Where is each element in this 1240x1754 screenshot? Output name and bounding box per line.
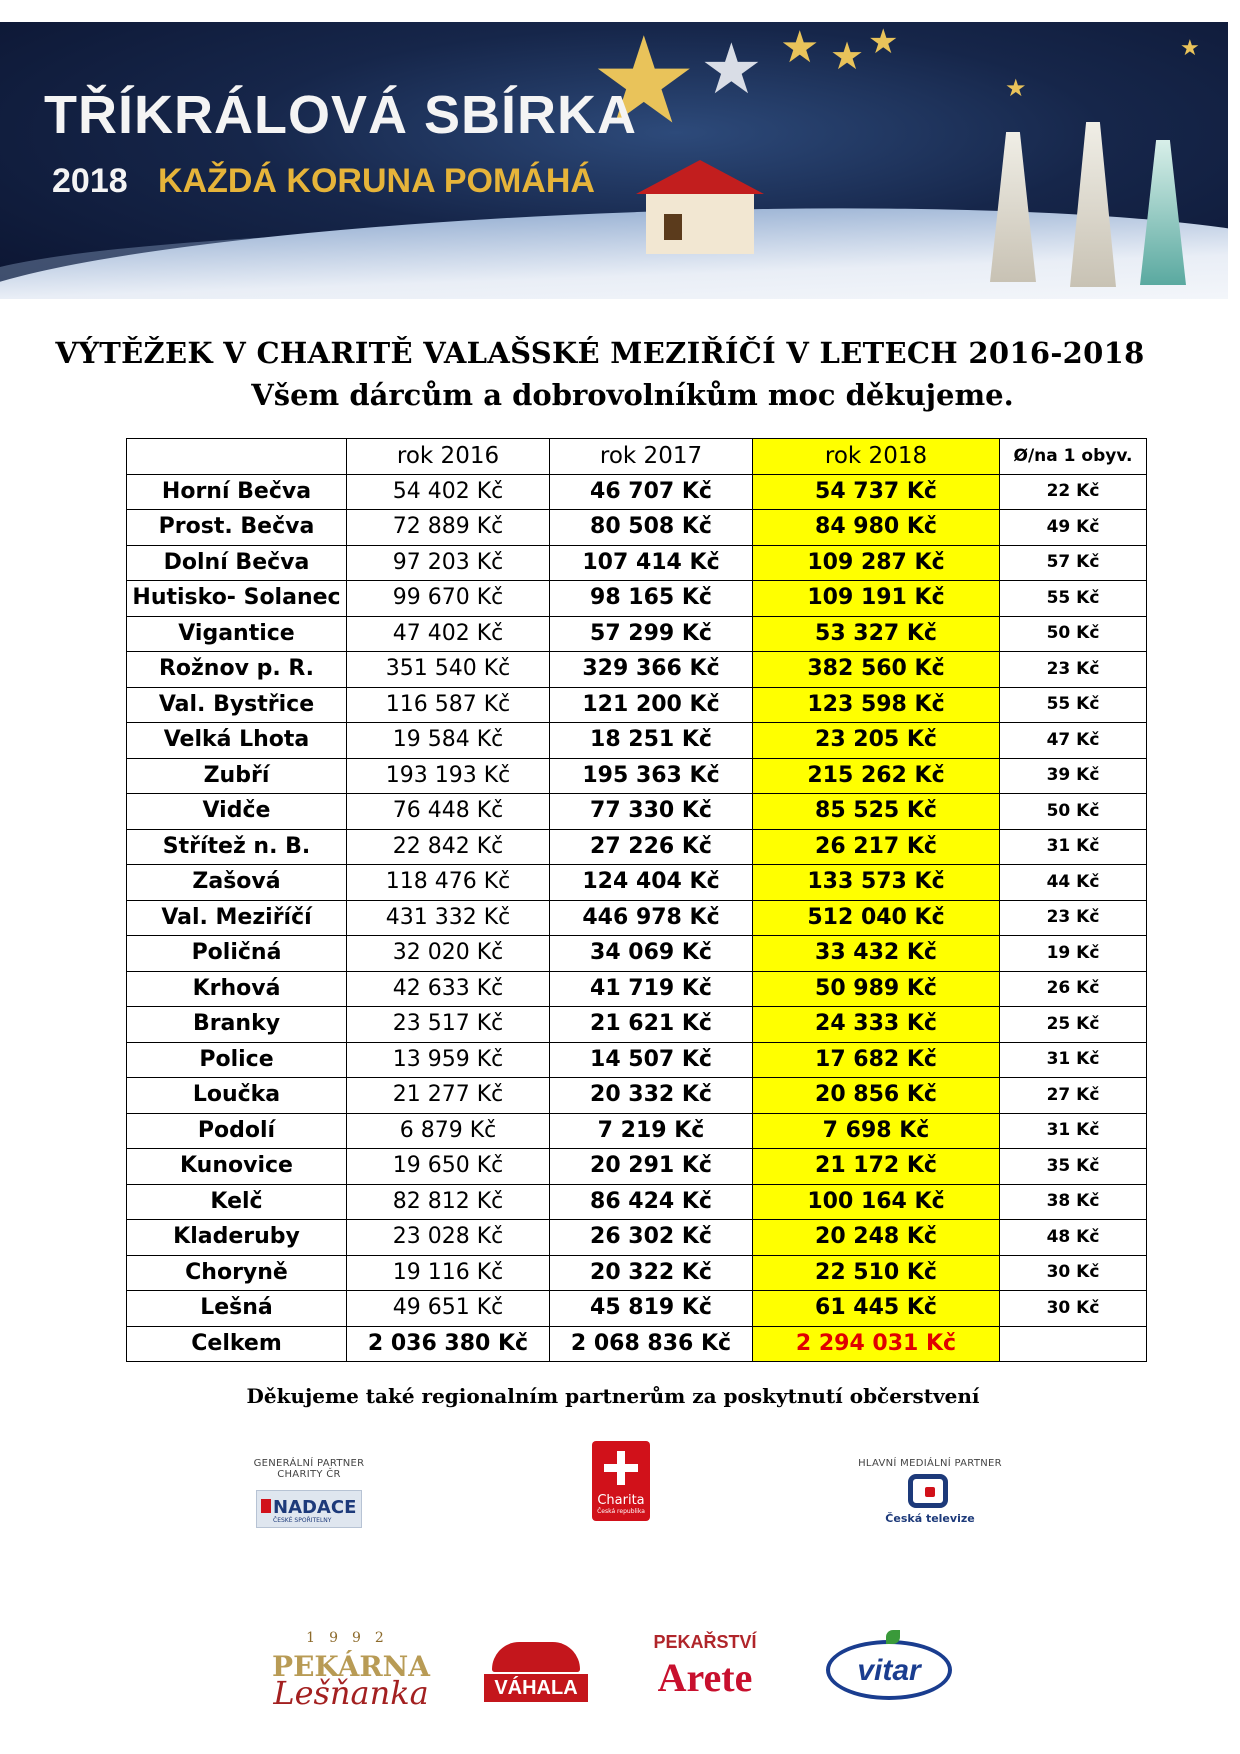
charita-logo-text: Charita	[597, 1493, 645, 1508]
total-cell-2017: 2 068 836 Kč	[550, 1326, 753, 1362]
ceska-televize-text: Česká televize	[885, 1512, 975, 1525]
cell-2017: 21 621 Kč	[550, 1007, 753, 1043]
star-icon: ★	[1180, 36, 1200, 61]
cell-2018: 109 191 Kč	[753, 581, 1000, 617]
cell-2016: 42 633 Kč	[347, 971, 550, 1007]
table-row	[127, 829, 1147, 865]
cell-per-capita: 31 Kč	[1000, 829, 1147, 865]
cell-per-capita: 31 Kč	[1000, 1113, 1147, 1149]
page-subtitle: Všem dárcům a dobrovolníkům moc děkujeme.	[251, 378, 1014, 412]
cell-2016: 76 448 Kč	[347, 794, 550, 830]
cell-2016: 21 277 Kč	[347, 1078, 550, 1114]
table-row	[127, 652, 1147, 688]
cell-2018: 22 510 Kč	[753, 1255, 1000, 1291]
cell-per-capita: 55 Kč	[1000, 581, 1147, 617]
cell-per-capita: 57 Kč	[1000, 545, 1147, 581]
cell-per-capita: 44 Kč	[1000, 865, 1147, 901]
general-partner-caption-line2: CHARITY ČR	[277, 1469, 341, 1480]
cell-2016: 99 670 Kč	[347, 581, 550, 617]
cell-2017: 446 978 Kč	[550, 900, 753, 936]
ceska-televize-icon	[908, 1474, 948, 1508]
table-row	[127, 1113, 1147, 1149]
cell-2018: 215 262 Kč	[753, 758, 1000, 794]
cell-2017: 7 219 Kč	[550, 1113, 753, 1149]
cell-municipality: Kladeruby	[127, 1220, 347, 1256]
cell-municipality: Val. Bystřice	[127, 687, 347, 723]
cell-2017: 98 165 Kč	[550, 581, 753, 617]
cell-per-capita: 47 Kč	[1000, 723, 1147, 759]
cell-municipality: Velká Lhota	[127, 723, 347, 759]
cell-per-capita: 26 Kč	[1000, 971, 1147, 1007]
cell-2016: 54 402 Kč	[347, 474, 550, 510]
total-cell-2016: 2 036 380 Kč	[347, 1326, 550, 1362]
cell-2016: 431 332 Kč	[347, 900, 550, 936]
cell-2018: 512 040 Kč	[753, 900, 1000, 936]
cell-2016: 72 889 Kč	[347, 510, 550, 546]
banner-slogan: KAŽDÁ KORUNA POMÁHÁ	[158, 162, 595, 200]
cell-2018: 84 980 Kč	[753, 510, 1000, 546]
cell-2017: 34 069 Kč	[550, 936, 753, 972]
sporitelna-s-icon	[261, 1499, 271, 1513]
arete-name: Arete	[657, 1655, 753, 1700]
arete-logo	[646, 1632, 764, 1710]
banner-year: 2018	[52, 162, 128, 200]
vahala-logo	[484, 1632, 588, 1704]
house-door	[664, 214, 682, 240]
cell-per-capita: 27 Kč	[1000, 1078, 1147, 1114]
arete-top: PEKAŘSTVÍ	[653, 1632, 757, 1652]
cell-2016: 351 540 Kč	[347, 652, 550, 688]
cell-2018: 109 287 Kč	[753, 545, 1000, 581]
cell-2018: 50 989 Kč	[753, 971, 1000, 1007]
cell-municipality: Choryně	[127, 1255, 347, 1291]
table-header-row	[127, 439, 1147, 475]
table-row	[127, 1078, 1147, 1114]
cell-municipality: Vigantice	[127, 616, 347, 652]
nadace-logo-text: NADACE	[273, 1497, 357, 1518]
vahala-badge	[492, 1642, 580, 1672]
lesnanka-year: 1992	[306, 1630, 398, 1646]
cell-municipality: Val. Meziříčí	[127, 900, 347, 936]
table-row	[127, 581, 1147, 617]
cell-2018: 61 445 Kč	[753, 1291, 1000, 1327]
cell-2018: 133 573 Kč	[753, 865, 1000, 901]
table-row	[127, 865, 1147, 901]
cell-per-capita: 31 Kč	[1000, 1042, 1147, 1078]
cell-2016: 19 116 Kč	[347, 1255, 550, 1291]
table-row	[127, 1220, 1147, 1256]
cell-2018: 26 217 Kč	[753, 829, 1000, 865]
table-row	[127, 758, 1147, 794]
cell-2016: 32 020 Kč	[347, 936, 550, 972]
table-total-row	[127, 1326, 1147, 1362]
cell-municipality: Hutisko- Solanec	[127, 581, 347, 617]
star-icon: ★	[1005, 74, 1027, 102]
table-row	[127, 900, 1147, 936]
cell-2018: 33 432 Kč	[753, 936, 1000, 972]
table-row	[127, 1184, 1147, 1220]
cell-per-capita: 35 Kč	[1000, 1149, 1147, 1185]
header-2016: rok 2016	[347, 439, 550, 475]
cell-2018: 20 856 Kč	[753, 1078, 1000, 1114]
cell-2017: 80 508 Kč	[550, 510, 753, 546]
cell-per-capita: 50 Kč	[1000, 616, 1147, 652]
cell-2017: 57 299 Kč	[550, 616, 753, 652]
cell-2016: 193 193 Kč	[347, 758, 550, 794]
cell-municipality: Krhová	[127, 971, 347, 1007]
cell-2017: 20 322 Kč	[550, 1255, 753, 1291]
nadace-logo	[256, 1490, 362, 1528]
header-name	[127, 439, 347, 475]
cell-per-capita: 22 Kč	[1000, 474, 1147, 510]
cell-municipality: Kunovice	[127, 1149, 347, 1185]
table-body	[127, 474, 1147, 1362]
lesnanka-name: PEKÁRNA	[272, 1650, 430, 1683]
media-partner-caption: HLAVNÍ MEDIÁLNÍ PARTNER	[858, 1458, 1002, 1469]
table-row	[127, 723, 1147, 759]
house-illustration	[646, 192, 754, 254]
table-row	[127, 1007, 1147, 1043]
cell-per-capita: 50 Kč	[1000, 794, 1147, 830]
cell-per-capita: 30 Kč	[1000, 1291, 1147, 1327]
charita-logo	[592, 1441, 650, 1521]
total-cell-2018: 2 294 031 Kč	[753, 1326, 1000, 1362]
cell-2018: 24 333 Kč	[753, 1007, 1000, 1043]
cell-per-capita: 55 Kč	[1000, 687, 1147, 723]
cell-municipality: Zubří	[127, 758, 347, 794]
pekarna-lesnanka-logo	[270, 1630, 432, 1712]
cell-2016: 116 587 Kč	[347, 687, 550, 723]
star-icon: ★	[868, 22, 899, 62]
cell-2016: 6 879 Kč	[347, 1113, 550, 1149]
cell-2016: 23 517 Kč	[347, 1007, 550, 1043]
cell-2017: 124 404 Kč	[550, 865, 753, 901]
table-row	[127, 687, 1147, 723]
cell-municipality: Loučka	[127, 1078, 347, 1114]
cell-municipality: Rožnov p. R.	[127, 652, 347, 688]
cell-municipality: Horní Bečva	[127, 474, 347, 510]
cell-2017: 41 719 Kč	[550, 971, 753, 1007]
cell-2016: 118 476 Kč	[347, 865, 550, 901]
cell-municipality: Prost. Bečva	[127, 510, 347, 546]
table-row	[127, 545, 1147, 581]
cell-2016: 82 812 Kč	[347, 1184, 550, 1220]
cell-per-capita: 23 Kč	[1000, 652, 1147, 688]
table-row	[127, 1149, 1147, 1185]
cell-per-capita: 19 Kč	[1000, 936, 1147, 972]
cell-2018: 100 164 Kč	[753, 1184, 1000, 1220]
cell-2016: 22 842 Kč	[347, 829, 550, 865]
cell-per-capita: 38 Kč	[1000, 1184, 1147, 1220]
cell-2018: 54 737 Kč	[753, 474, 1000, 510]
cell-per-capita: 49 Kč	[1000, 510, 1147, 546]
vahala-name: VÁHALA	[484, 1674, 588, 1702]
table-row	[127, 1042, 1147, 1078]
cell-per-capita: 25 Kč	[1000, 1007, 1147, 1043]
cell-2018: 382 560 Kč	[753, 652, 1000, 688]
header-2017: rok 2017	[550, 439, 753, 475]
cell-2018: 20 248 Kč	[753, 1220, 1000, 1256]
cell-per-capita: 30 Kč	[1000, 1255, 1147, 1291]
page-title: VÝTĚŽEK V CHARITĚ VALAŠSKÉ MEZIŘÍČÍ V LETECH 2016-2018	[55, 336, 1145, 370]
table-row	[127, 971, 1147, 1007]
cell-2016: 19 650 Kč	[347, 1149, 550, 1185]
cell-municipality: Police	[127, 1042, 347, 1078]
cell-2018: 7 698 Kč	[753, 1113, 1000, 1149]
star-icon: ★	[780, 22, 820, 73]
nadace-logo-subtext: ČESKÉ SPOŘITELNY	[273, 1517, 332, 1524]
header-per-capita: Ø/na 1 obyv.	[1000, 439, 1147, 475]
cell-2017: 14 507 Kč	[550, 1042, 753, 1078]
cell-2017: 26 302 Kč	[550, 1220, 753, 1256]
total-cell-per-capita	[1000, 1326, 1147, 1362]
cell-2017: 86 424 Kč	[550, 1184, 753, 1220]
vitar-name: vitar	[857, 1654, 921, 1687]
table-row	[127, 794, 1147, 830]
table-row	[127, 1291, 1147, 1327]
charita-logo-subtext: Česká republika	[597, 1508, 645, 1515]
cell-municipality: Poličná	[127, 936, 347, 972]
total-cell-municipality: Celkem	[127, 1326, 347, 1362]
cell-2018: 21 172 Kč	[753, 1149, 1000, 1185]
table-row	[127, 616, 1147, 652]
table-row	[127, 1255, 1147, 1291]
star-icon: ★	[830, 34, 865, 78]
star-icon: ★	[700, 28, 763, 110]
king-figure	[990, 132, 1036, 282]
cell-per-capita: 48 Kč	[1000, 1220, 1147, 1256]
cell-municipality: Podolí	[127, 1113, 347, 1149]
partners-thanks: Děkujeme také regionalním partnerům za poskytnutí občerstvení	[246, 1384, 980, 1408]
cell-municipality: Vidče	[127, 794, 347, 830]
cell-municipality: Branky	[127, 1007, 347, 1043]
cell-2016: 49 651 Kč	[347, 1291, 550, 1327]
king-figure	[1140, 140, 1186, 285]
cell-municipality: Střítež n. B.	[127, 829, 347, 865]
banner-title: TŘÍKRÁLOVÁ SBÍRKA	[44, 85, 637, 145]
star-icon: ★	[590, 22, 698, 151]
cell-municipality: Zašová	[127, 865, 347, 901]
cell-2017: 27 226 Kč	[550, 829, 753, 865]
general-partner-caption	[244, 1458, 374, 1480]
table-row	[127, 936, 1147, 972]
vitar-leaf-icon	[886, 1630, 900, 1644]
cell-2016: 19 584 Kč	[347, 723, 550, 759]
cell-2016: 23 028 Kč	[347, 1220, 550, 1256]
cell-2018: 85 525 Kč	[753, 794, 1000, 830]
cell-2017: 329 366 Kč	[550, 652, 753, 688]
cell-2017: 121 200 Kč	[550, 687, 753, 723]
cell-2017: 107 414 Kč	[550, 545, 753, 581]
cell-municipality: Lešná	[127, 1291, 347, 1327]
cell-2017: 195 363 Kč	[550, 758, 753, 794]
cell-2017: 45 819 Kč	[550, 1291, 753, 1327]
cell-2018: 123 598 Kč	[753, 687, 1000, 723]
charita-cross-icon-bar	[604, 1464, 638, 1472]
king-figure	[1070, 122, 1116, 287]
cell-2018: 17 682 Kč	[753, 1042, 1000, 1078]
lesnanka-script: Lešňanka	[273, 1674, 429, 1712]
header-2018: rok 2018	[753, 439, 1000, 475]
table-row	[127, 474, 1147, 510]
table-row	[127, 510, 1147, 546]
header-banner	[0, 22, 1228, 299]
vitar-logo	[826, 1640, 952, 1700]
cell-2018: 53 327 Kč	[753, 616, 1000, 652]
cell-2017: 46 707 Kč	[550, 474, 753, 510]
cell-per-capita: 23 Kč	[1000, 900, 1147, 936]
cell-2017: 20 332 Kč	[550, 1078, 753, 1114]
results-table	[126, 438, 1147, 1362]
cell-2017: 18 251 Kč	[550, 723, 753, 759]
general-partner-caption-line1: GENERÁLNÍ PARTNER	[253, 1458, 365, 1469]
cell-2016: 47 402 Kč	[347, 616, 550, 652]
cell-municipality: Kelč	[127, 1184, 347, 1220]
cell-2017: 20 291 Kč	[550, 1149, 753, 1185]
cell-2018: 23 205 Kč	[753, 723, 1000, 759]
cell-2017: 77 330 Kč	[550, 794, 753, 830]
cell-2016: 13 959 Kč	[347, 1042, 550, 1078]
cell-2016: 97 203 Kč	[347, 545, 550, 581]
cell-per-capita: 39 Kč	[1000, 758, 1147, 794]
cell-municipality: Dolní Bečva	[127, 545, 347, 581]
